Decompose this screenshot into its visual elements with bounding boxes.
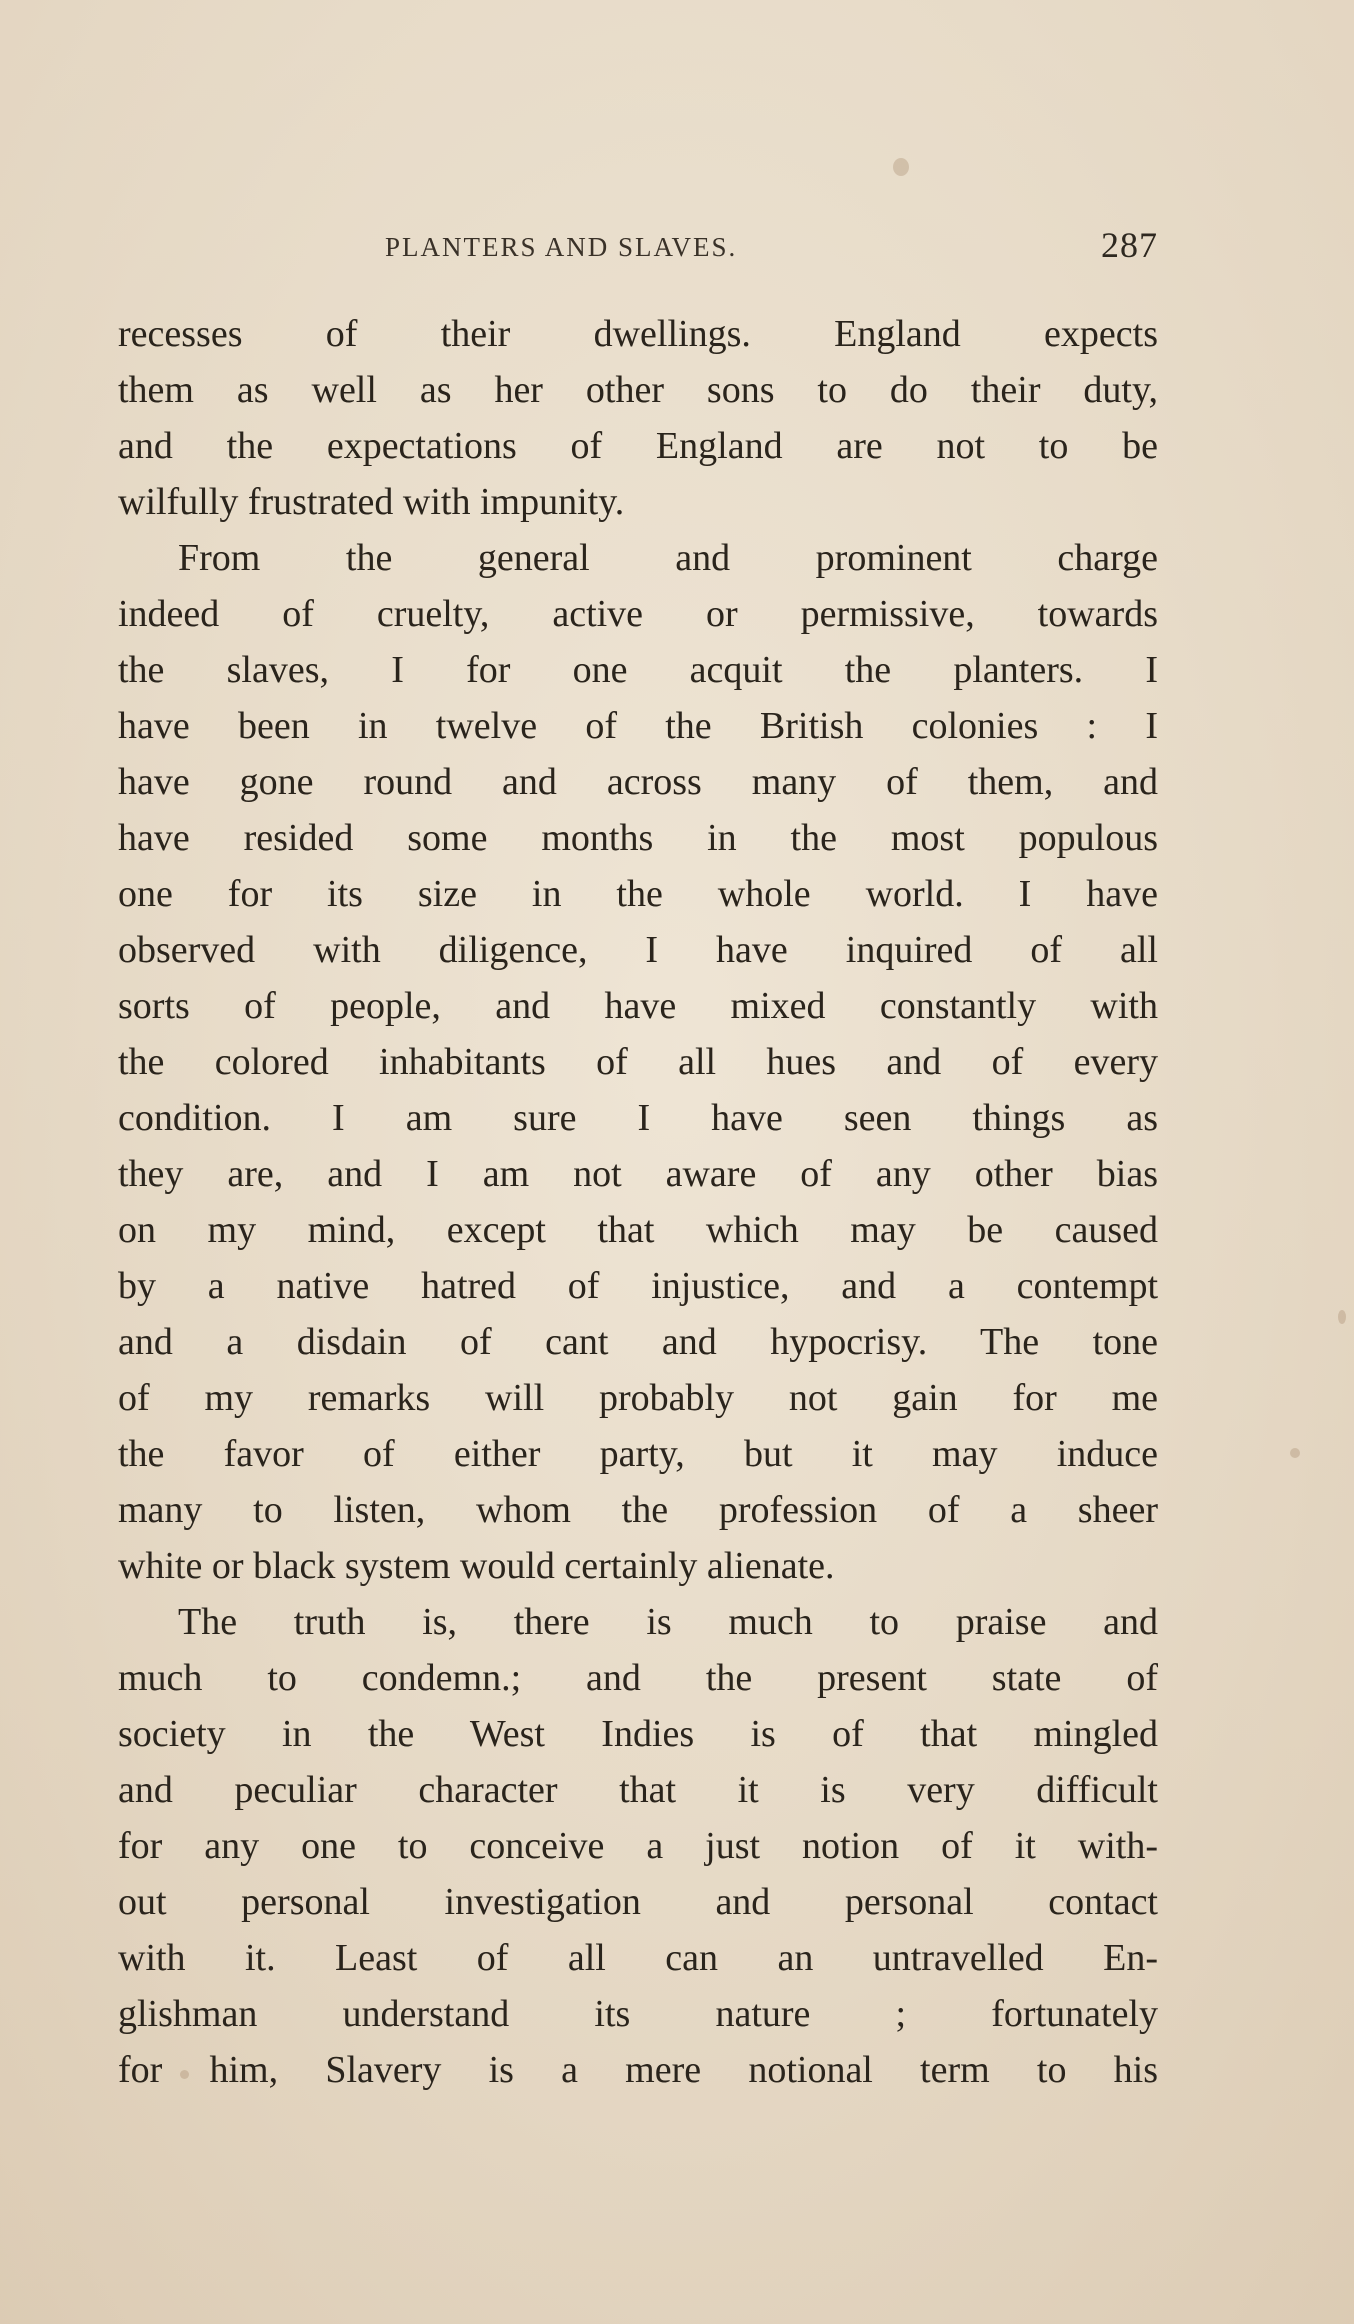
page-number: 287	[1101, 225, 1158, 265]
running-head: PLANTERS AND SLAVES.	[385, 232, 738, 262]
text-line: the slaves, I for one acquit the planters. I	[118, 649, 1158, 691]
text-line: on my mind, except that which may be caused	[118, 1209, 1158, 1251]
text-line: glishman understand its nature ; fortunately	[118, 1993, 1158, 2035]
text-line: and a disdain of cant and hypocrisy. The tone	[118, 1321, 1158, 1363]
text-line: by a native hatred of injustice, and a contempt	[118, 1265, 1158, 1307]
text-line: for him, Slavery is a mere notional term to his	[118, 2049, 1158, 2091]
text-line: of my remarks will probably not gain for me	[118, 1377, 1158, 1419]
text-line: them as well as her other sons to do their duty,	[118, 369, 1158, 411]
paragraph-first-line: From the general and prominent charge	[178, 537, 1158, 579]
text-line: out personal investigation and personal contact	[118, 1881, 1158, 1923]
text-line: the favor of either party, but it may induce	[118, 1433, 1158, 1475]
text-line: have been in twelve of the British colonies : I	[118, 705, 1158, 747]
text-line: have resided some months in the most populous	[118, 817, 1158, 859]
paper-stain	[893, 158, 909, 176]
text-line: much to condemn.; and the present state of	[118, 1657, 1158, 1699]
text-line: many to listen, whom the profession of a sheer	[118, 1489, 1158, 1531]
text-line: white or black system would certainly alienate.	[118, 1545, 835, 1587]
page-header	[118, 222, 1158, 272]
text-line: and the expectations of England are not to be	[118, 425, 1158, 467]
text-line: for any one to conceive a just notion of it with-	[118, 1825, 1158, 1867]
text-line: have gone round and across many of them, and	[118, 761, 1158, 803]
text-line: wilfully frustrated with impunity.	[118, 481, 625, 523]
text-line: recesses of their dwellings. England expects	[118, 313, 1158, 355]
text-line: society in the West Indies is of that mingled	[118, 1713, 1158, 1755]
paragraph-first-line: The truth is, there is much to praise and	[178, 1601, 1158, 1643]
body-text	[118, 306, 1158, 2098]
text-line: they are, and I am not aware of any other bias	[118, 1153, 1158, 1195]
text-line: indeed of cruelty, active or permissive, towards	[118, 593, 1158, 635]
text-line: with it. Least of all can an untravelled En-	[118, 1937, 1158, 1979]
paper-stain	[1290, 1448, 1300, 1458]
text-line: the colored inhabitants of all hues and of every	[118, 1041, 1158, 1083]
text-line: condition. I am sure I have seen things as	[118, 1097, 1158, 1139]
paper-stain	[1338, 1310, 1346, 1324]
text-line: and peculiar character that it is very difficult	[118, 1769, 1158, 1811]
text-line: one for its size in the whole world. I have	[118, 873, 1158, 915]
text-line: sorts of people, and have mixed constantly with	[118, 985, 1158, 1027]
text-line: observed with diligence, I have inquired of all	[118, 929, 1158, 971]
